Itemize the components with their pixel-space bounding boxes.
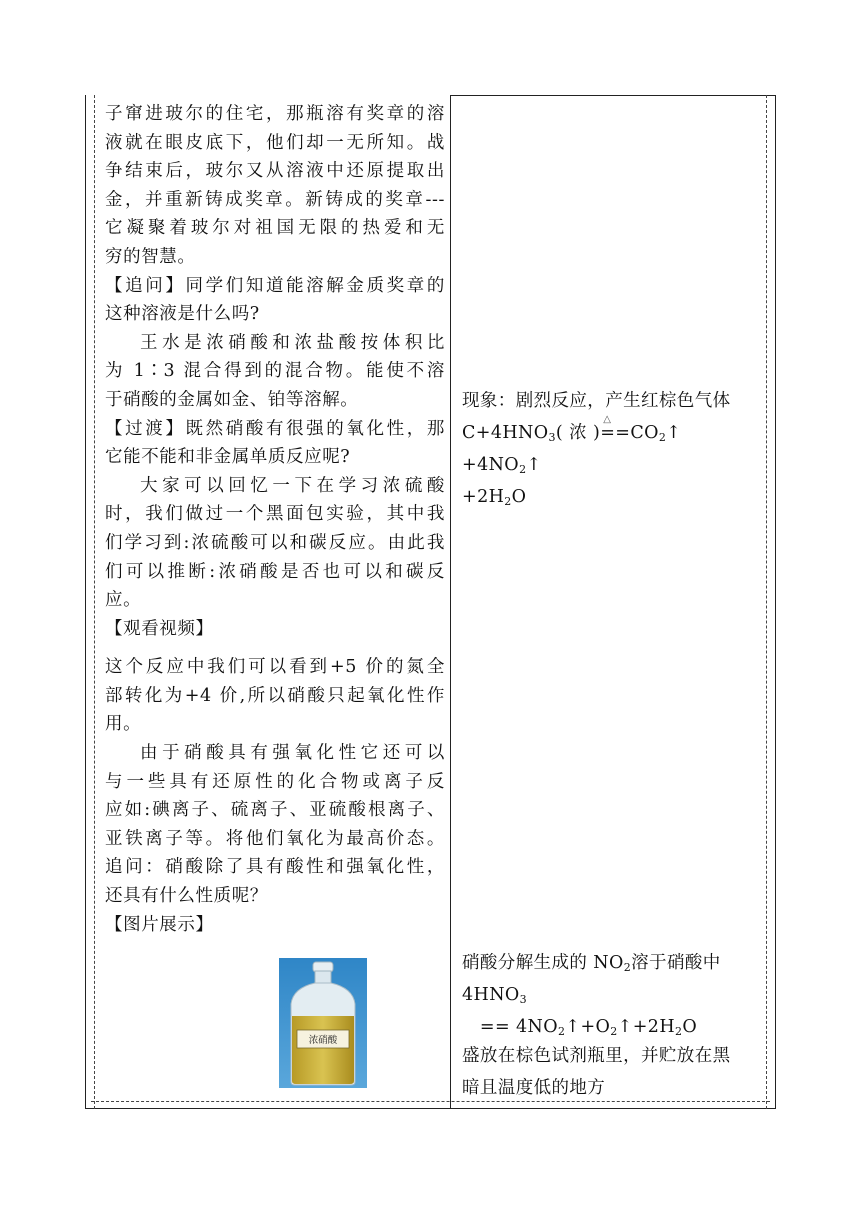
body-text-line: 应。 (105, 590, 142, 611)
body-text-line: 这个反应中我们可以看到+5 价的氮全 (105, 657, 445, 678)
body-text-line: 亚铁离子等。将他们氧化为最高价态。 (105, 828, 445, 849)
body-text-line: 还具有什么性质呢？ (105, 886, 268, 907)
decomposition-text: 硝酸分解生成的 $NO_2$溶于硝酸中 (462, 953, 721, 974)
carbon-nitric-equation-cont: $+2H_2O$ (462, 487, 527, 508)
nitric-acid-bottle-photo (279, 958, 367, 1088)
body-text-line: 们可以推断:浓硝酸是否也可以和碳反 (105, 561, 445, 582)
body-text-line: 们学习到:浓硫酸可以和碳反应。由此我 (105, 532, 445, 553)
body-text-line: 金，并重新铸成奖章。新铸成的奖章--- (105, 189, 445, 210)
body-text-line: 【过渡】既然硝酸有很强的氧化性，那 (105, 418, 445, 439)
body-text-line: 液就在眼皮底下，他们却一无所知。战 (105, 132, 445, 153)
body-text-line: 追问：硝酸除了具有酸性和强氧化性， (105, 857, 445, 878)
body-text-line: 部转化为+4 价,所以硝酸只起氧化性作 (105, 685, 445, 706)
reaction-phenomenon-block (462, 385, 762, 513)
body-text-line: 【追问】同学们知道能溶解金质奖章的 (105, 275, 445, 296)
storage-text-2: 暗且温度低的地方 (462, 1078, 606, 1098)
body-text-line: 用。 (105, 714, 142, 735)
body-text-line: 时，我们做过一个黑面包实验，其中我 (105, 504, 445, 525)
body-text-line: 与一些具有还原性的化合物或离子反 (105, 771, 445, 792)
body-text-line: 穷的智慧。 (105, 246, 196, 267)
body-text-line: 由于硝酸具有强氧化性它还可以 (140, 743, 445, 764)
storage-text-1: 盛放在棕色试剂瓶里，并贮放在黑 (462, 1046, 731, 1066)
right-dashed-border (766, 95, 767, 1109)
carbon-nitric-equation: $C+4HNO_3$( 浓 ) △ $==CO_2↑$ $+4NO_2↑$ (462, 414, 682, 476)
teaching-process-column (105, 100, 445, 939)
body-text-line: 大家可以回忆一下在学习浓硫酸 (140, 475, 445, 496)
bottle-label: 浓硝酸 (308, 1035, 338, 1046)
body-text-line: 于硝酸的金属如金、铂等溶解。 (105, 389, 359, 410)
body-text-line: 这种溶液是什么吗? (105, 304, 260, 325)
column-divider (450, 95, 451, 1109)
left-dashed-border (94, 95, 95, 1109)
decomposition-equation: $4HNO_3$ == $4NO_2↑+O_2↑+2H_2O$ (462, 985, 698, 1038)
body-text-line: 应如:碘离子、硫离子、亚硫酸根离子、 (105, 800, 445, 821)
body-text-line: 它能不能和非金属单质反应呢? (105, 447, 351, 468)
body-text-line: 王水是浓硝酸和浓盐酸按体积比 (140, 332, 445, 353)
decomposition-block (462, 947, 762, 1043)
body-text-line: 争结束后，玻尔又从溶液中还原提取出 (105, 161, 445, 182)
table-top-border (450, 95, 776, 96)
paragraph-gap (105, 643, 445, 653)
body-text-line: 【观看视频】 (105, 618, 214, 639)
storage-block (462, 1040, 762, 1104)
body-text-line: 子窜进玻尔的住宅，那瓶溶有奖章的溶 (105, 104, 445, 124)
body-text-line: 【图片展示】 (105, 914, 214, 935)
body-text-line: 为 1∶3 混合得到的混合物。能使不溶 (105, 361, 445, 382)
phenomenon-text: 现象：剧烈反应，产生红棕色气体 (462, 391, 731, 411)
body-text-line: 它凝聚着玻尔对祖国无限的热爱和无 (105, 218, 445, 239)
